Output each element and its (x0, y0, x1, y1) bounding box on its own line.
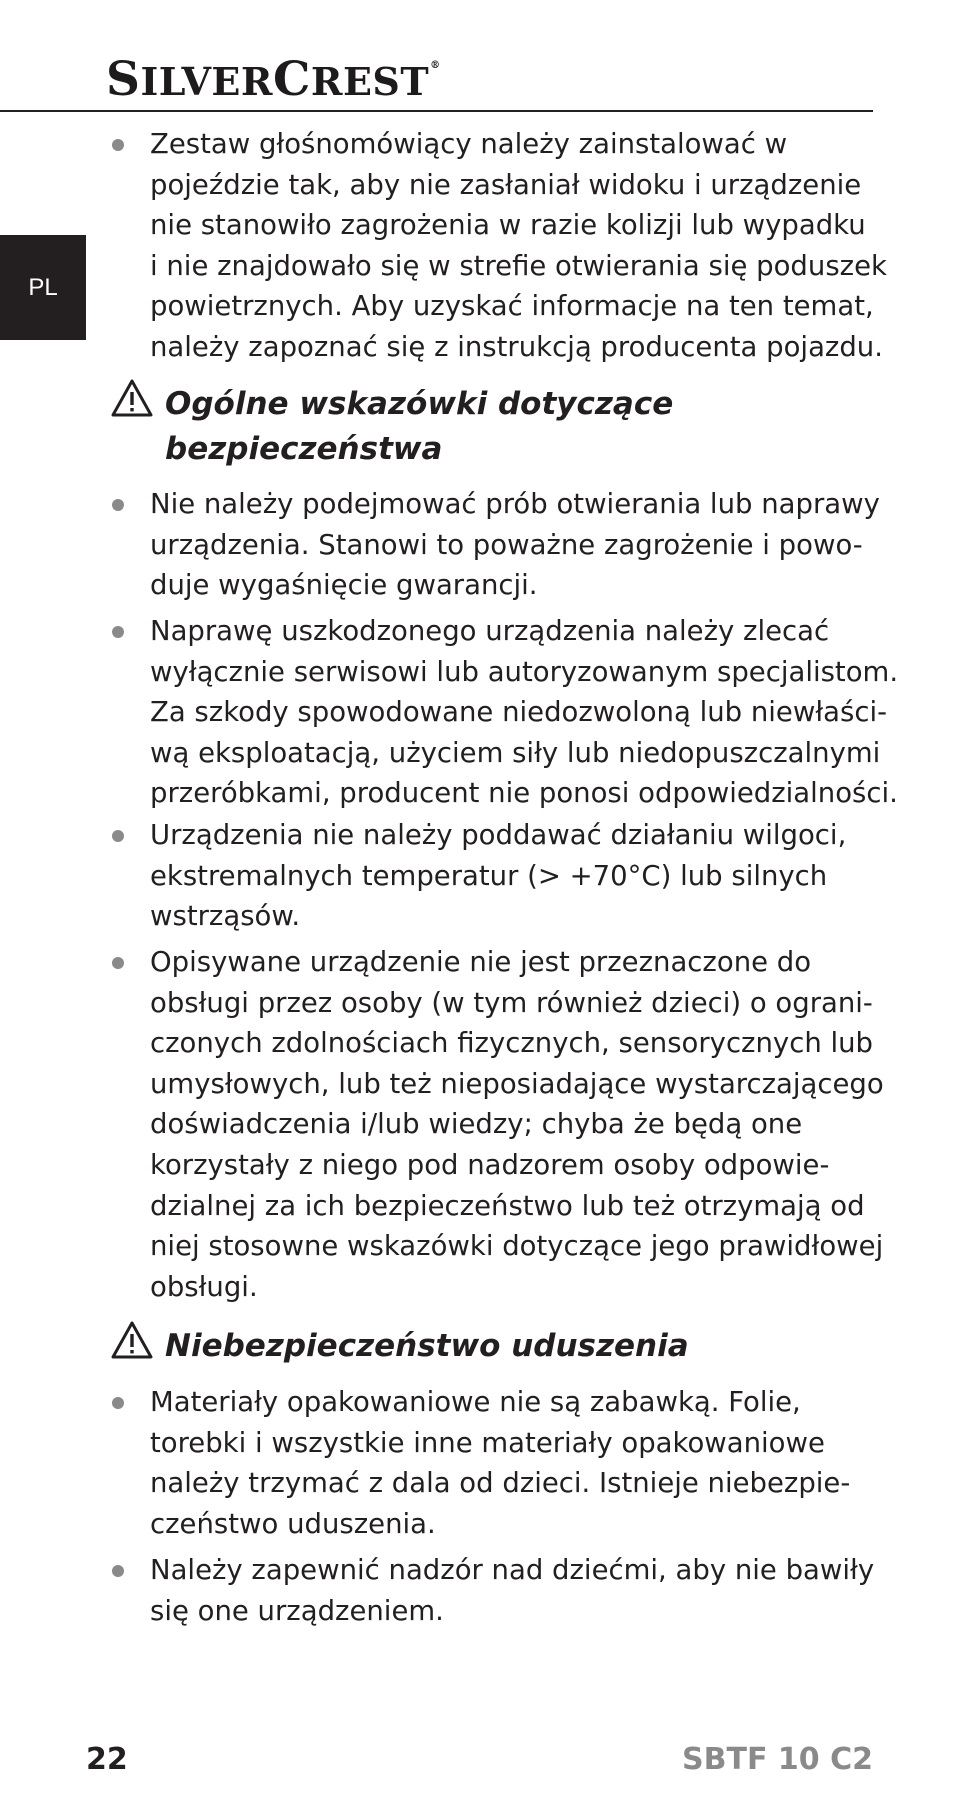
text-line: duje wygaśnięcie gwarancji. (150, 569, 538, 602)
list-item-text (150, 942, 884, 1307)
bullet-icon (112, 626, 124, 638)
text-line: Za szkody spowodowane niedozwoloną lub niewłaści- (150, 696, 888, 729)
text-line: nie stanowiło zagrożenia w razie kolizji lub wypadku (150, 209, 866, 242)
text-line: Urządzenia nie należy poddawać działaniu wilgoci, (150, 819, 847, 851)
warning-triangle-icon (110, 378, 154, 418)
text-line: wyłącznie serwisowi lub autoryzowanym specjalistom. (150, 655, 899, 688)
language-tab-label: PL (28, 273, 58, 301)
model-code: SBTF 10 C2 (682, 1742, 873, 1777)
registered-mark: ® (430, 60, 441, 71)
title-line: Niebezpieczeństwo uduszenia (165, 1328, 689, 1364)
text-line: korzystały z niego pod nadzorem osoby odpowie- (150, 1148, 830, 1181)
text-line: wstrząsów. (150, 900, 301, 933)
text-line: pojeździe tak, aby nie zasłaniał widoku i urządzenie (150, 168, 862, 201)
text-line: ekstremalnych temperatur (> +70°C) lub silnych (150, 859, 828, 892)
section-title (165, 1324, 865, 1369)
text-line: dzialnej za ich bezpieczeństwo lub też otrzymają od (150, 1189, 865, 1222)
logo-letters: REST (310, 59, 430, 104)
warning-triangle-icon (110, 1320, 154, 1360)
logo-letter: S (106, 52, 141, 107)
text-line: czeństwo uduszenia. (150, 1507, 436, 1540)
text-line: Należy zapewnić nadzór nad dziećmi, aby nie bawiły (150, 1554, 875, 1586)
bullet-icon (112, 1397, 124, 1409)
text-line: czonych zdolnościach fizycznych, sensorycznych lub (150, 1027, 874, 1060)
text-line: Naprawę uszkodzonego urządzenia należy zlecać (150, 615, 830, 647)
text-line: umysłowych, lub też nieposiadające wystarczającego (150, 1067, 884, 1100)
text-line: Materiały opakowaniowe nie są zabawką. Folie, (150, 1386, 801, 1418)
brand-logo (106, 52, 441, 107)
text-line: obsługi przez osoby (w tym również dzieci) o ograni- (150, 986, 873, 1019)
text-line: torebki i wszystkie inne materiały opakowaniowe (150, 1426, 825, 1459)
list-item-text (150, 124, 887, 368)
text-line: urządzenia. Stanowi to poważne zagrożenie i powo- (150, 528, 863, 561)
text-line: i nie znajdowało się w strefie otwierania się poduszek (150, 249, 887, 282)
text-line: należy zapoznać się z instrukcją producenta pojazdu. (150, 330, 883, 363)
text-line: Opisywane urządzenie nie jest przeznaczone do (150, 946, 812, 978)
bullet-icon (112, 830, 124, 842)
text-line: doświadczenia i/lub wiedzy; chyba że będą one (150, 1108, 803, 1141)
title-line: bezpieczeństwa (165, 431, 443, 467)
text-line: niej stosowne wskazówki dotyczące jego prawidłowej (150, 1230, 884, 1263)
list-item-text (150, 1550, 875, 1631)
section-title (165, 382, 865, 472)
text-line: przeróbkami, producent nie ponosi odpowiedzialności. (150, 777, 898, 810)
page-number: 22 (86, 1742, 128, 1777)
language-tab (0, 235, 86, 340)
list-item-text (150, 484, 880, 606)
list-item-text (150, 611, 899, 814)
bullet-icon (112, 1565, 124, 1577)
text-line: Zestaw głośnomówiący należy zainstalować w (150, 128, 788, 160)
list-item-text (150, 1382, 864, 1544)
bullet-icon (112, 957, 124, 969)
text-line: obsługi. (150, 1270, 258, 1303)
bullet-icon (112, 139, 124, 151)
list-item-text (150, 815, 864, 937)
text-line: powietrznych. Aby uzyskać informacje na ten temat, (150, 290, 874, 323)
bullet-icon (112, 499, 124, 511)
text-line: należy trzymać z dala od dzieci. Istnieje niebezpie- (150, 1467, 851, 1500)
logo-letter: C (272, 52, 311, 107)
text-line: Nie należy podejmować prób otwierania lub naprawy (150, 488, 880, 520)
text-line: wą eksploatacją, użyciem siły lub niedopuszczalnymi (150, 736, 881, 769)
text-line: się one urządzeniem. (150, 1594, 444, 1627)
logo-letters: ILVER (140, 59, 273, 104)
header-divider (0, 110, 873, 112)
title-line: Ogólne wskazówki dotyczące (165, 386, 674, 422)
